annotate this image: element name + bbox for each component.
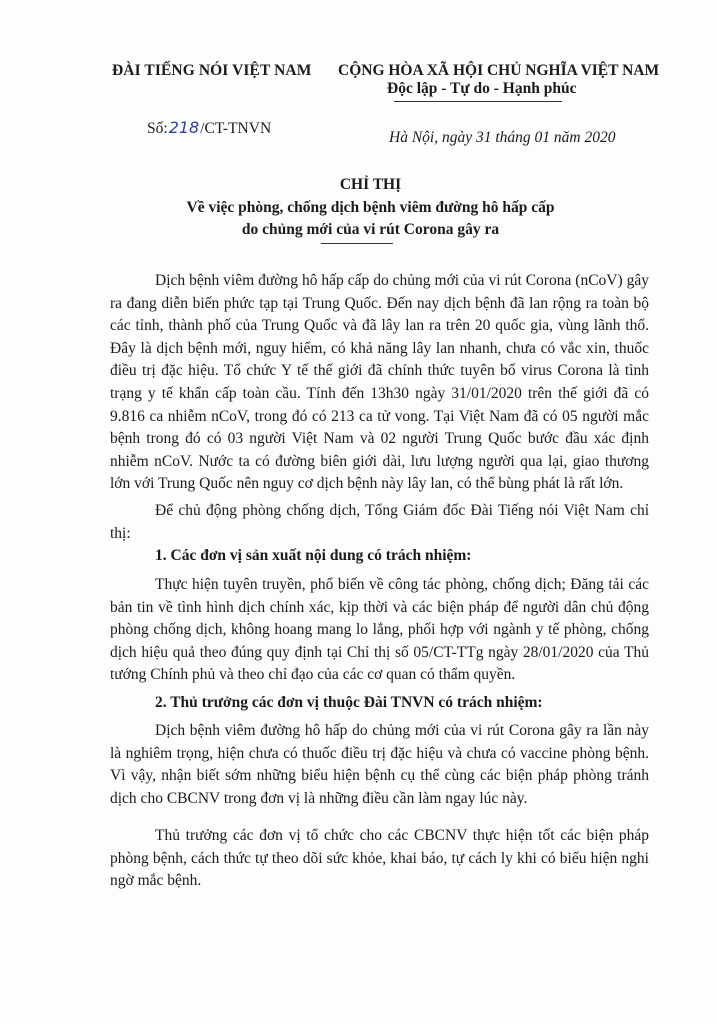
- body-paragraph-2-block: [110, 500, 649, 545]
- subject-line-1: Về việc phòng, chống dịch bệnh viêm đường hô hấp cấp: [186, 199, 555, 216]
- subject-underline: [321, 243, 393, 244]
- body-paragraph: Dịch bệnh viêm đường hô hấp cấp do chủng mới của vi rút Corona (nCoV) gây ra đang diễn biến phức tạp tại Trung Quốc. Đến nay dịch bệnh đã lan rộng ra toàn bộ các tỉnh, thành phố của Trung Quốc và đã lây lan ra trên 20 quốc gia, vùng lãnh thổ. Đây là dịch bệnh mới, nguy hiểm, có khả năng lây lan nhanh, chưa có vắc xin, thuốc điều trị đặc hiệu. Tổ chức Y tế thế giới đã chính thức tuyên bố virus Corona là tình trạng y tế khẩn cấp toàn cầu. Tính đến 13h30 ngày 31/01/2020 trên thế giới đã có 9.816 ca nhiễm nCoV, trong đó có 213 ca tử vong. Tại Việt Nam đã có 05 người mắc bệnh trong đó có 03 người Việt Nam và 02 người Trung Quốc bước đầu xác định nhiễm nCoV. Nước ta có đường biên giới dài, lưu lượng người qua lại, giao thương lớn với Trung Quốc nên nguy cơ dịch bệnh này lây lan, có thể bùng phát là rất lớn.: [110, 272, 649, 493]
- section-heading-2-block: [110, 692, 649, 715]
- document-type-title: CHỈ THỊ: [339, 176, 402, 193]
- body-paragraph-1-block: [110, 270, 649, 496]
- national-motto: Độc lập - Tự do - Hạnh phúc: [387, 80, 577, 97]
- section-heading-1-block: [110, 545, 649, 568]
- document-number-suffix: /CT-TNVN: [200, 120, 272, 137]
- body-paragraph: Thủ trưởng các đơn vị tổ chức cho các CBCNV thực hiện tốt các biện pháp phòng bệnh, cách thức tự theo dõi sức khỏe, khai báo, tự cách ly khi có biểu hiện nghi ngờ mắc bệnh.: [110, 827, 649, 890]
- body-paragraph: Thực hiện tuyên truyền, phổ biến về công tác phòng, chống dịch; Đăng tải các bản tin về tình hình dịch chính xác, kịp thời và các biện pháp để người dân chủ động phòng chống dịch, không hoang mang lo lắng, phối hợp với ngành y tế phòng, chống dịch hiệu quả theo đúng quy định tại Chỉ thị số 05/CT-TTg ngày 28/01/2020 của Thủ tướng Chính phủ và theo chỉ đạo của các cơ quan có thẩm quyền.: [110, 576, 649, 684]
- motto-underline: [394, 101, 562, 102]
- body-paragraph: Dịch bệnh viêm đường hô hấp do chủng mới của vi rút Corona gây ra lần này là nghiêm trọng, hiện chưa có thuốc điều trị đặc hiệu và chưa có vaccine phòng bệnh. Vì vậy, nhận biết sớm những biểu hiện bệnh cụ thể cùng các biện pháp phòng tránh dịch cho CBCNV trong đơn vị là những điều cần làm ngay lúc này.: [110, 722, 649, 807]
- body-paragraph-4-block: [110, 720, 649, 810]
- section-heading: 2. Thủ trưởng các đơn vị thuộc Đài TNVN có trách nhiệm:: [155, 694, 543, 711]
- body-paragraph-5-block: [110, 825, 649, 893]
- body-paragraph: Để chủ động phòng chống dịch, Tổng Giám đốc Đài Tiếng nói Việt Nam chỉ thị:: [110, 502, 649, 542]
- body-paragraph-3-block: [110, 574, 649, 687]
- section-heading: 1. Các đơn vị sản xuất nội dung có trách nhiệm:: [155, 547, 472, 564]
- place-and-date: Hà Nội, ngày 31 tháng 01 năm 2020: [389, 129, 616, 146]
- issuing-organization: ĐÀI TIẾNG NÓI VIỆT NAM: [112, 62, 312, 79]
- subject-line-2: do chủng mới của vi rút Corona gây ra: [241, 221, 500, 238]
- national-title: CỘNG HÒA XÃ HỘI CHỦ NGHĨA VIỆT NAM: [338, 62, 660, 79]
- handwritten-number: 218: [168, 118, 200, 137]
- document-number: [147, 118, 271, 138]
- document-subject: [0, 197, 717, 241]
- document-number-prefix: Số:: [147, 120, 168, 137]
